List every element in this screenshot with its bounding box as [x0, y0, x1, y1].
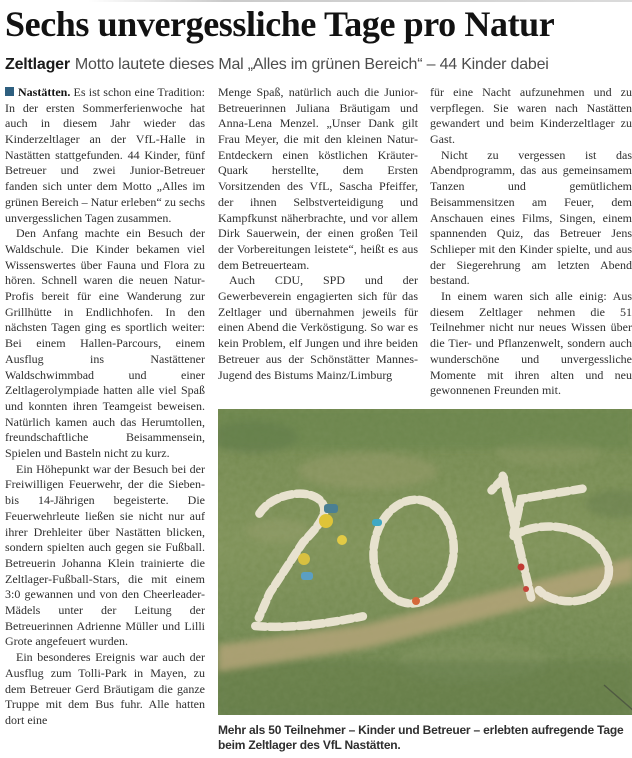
paragraph-lead	[5, 85, 205, 226]
lead-location: Nastätten.	[18, 84, 71, 99]
article-photo-aerial-2015	[218, 409, 632, 715]
location-marker-icon	[5, 87, 14, 96]
right-zone	[218, 85, 632, 753]
photo-caption: Mehr als 50 Teilnehmer – Kinder und Betreuer – erlebten aufregende Tage beim Zeltlager des VfL Nastätten.	[218, 722, 624, 752]
subhead	[5, 56, 632, 74]
paragraph: Menge Spaß, natürlich auch die Junior-Betreuerinnen Juliana Bräutigam und Anna-Lena Menzel. „Unser Dank gilt Frau Meyer, die mit den kleinen Natur-Entdeckern einen köstlichen Kräuter-Quark herstellte, dem Ersten Vorsitzenden des VfL, Sascha Pfeiffer, der ihnen Selbstverteidigung und Kampfkunst näherbrachte, und vor allem Dirk Sauerwein, der einen großen Teil der Vorbereitungen leistete“, heißt es aus dem Betreuerteam.	[218, 84, 418, 272]
text-column-2	[218, 85, 418, 407]
text-columns-2-3	[218, 85, 632, 407]
paragraph: Ein Höhepunkt war der Besuch bei der Freiwilligen Feuerwehr, der die Sieben- bis 14-Jährigen begeisterte. Die Feuerwehrleute ließen sie nicht nur auf ihrer Drehleiter über Nastätten blicken, sondern spielten auch gegen sie Fußball. Betreuerin Johanna Klein trainierte die Zeltlager-Fußball-Stars, die mit einem 3:0 gewannen und von den Cheerleader-Mädels unter der Leitung der Betreuerinnen Adrienne Müller und Lilli Grote angefeuert wurden.	[5, 461, 205, 649]
text-column-3	[430, 85, 632, 407]
photo-illustration	[218, 409, 632, 715]
scan-edge-artifact	[88, 0, 632, 2]
paragraph: Nicht zu vergessen ist das Abendprogramm, das aus gemeinsamem Tanzen und gemütlichem Beisammensitzen am Feuer, dem Anschauen eines Films, Singen, einem spannenden Quiz, das Betreuer Jens Schlieper mit den Kinder spielte, und aus der Siegerehrung am letzten Abend bestand.	[430, 147, 632, 288]
paragraph: In einem waren sich alle einig: Aus diesem Zeltlager nehmen die 51 Teilnehmer nicht nur neues Wissen über die Tier- und Pflanzenwelt, sondern auch wunderschöne und unvergessliche Momente mit ihren alten und neu gewonnenen Freunden mit.	[430, 289, 632, 398]
paragraph: für eine Nacht aufzunehmen und zu verpflegen. Sie waren nach Nastätten gewandert und beim Kinderzeltlager zu Gast.	[430, 84, 632, 146]
paragraph: Den Anfang machte ein Besuch der Waldschule. Die Kinder bekamen viel Wissenswertes über Fauna und Flora zu hören. Schnell waren die neuen Natur-Profis bereit für eine Wanderung zur Grillhütte in Endlichhofen. In den nächsten Tagen ging es sportlich weiter: Bei einem Hallen-Parcours, einem Ausflug ins Nastättener Waldschwimmbad und einer Zeltlagerolympiade hatten alle viel Spaß und konnten ihren Teamgeist beweisen. Natürlich kamen auch das Herumtollen, freundschaftliche Beisammensein, Spielen und Basteln nicht zu kurz.	[5, 226, 205, 461]
lead-text: Es ist schon eine Tradition: In der ersten Sommerferienwoche hat auch in diesem Jahr wieder das Kinderzeltlager an der VfL-Halle in Nastätten stattgefunden. 44 Kinder, fünf Betreuer und zwei Junior-Betreuer fanden sich unter dem Motto „Alles im grünen Bereich – Natur erleben“ zu sechs unvergesslichen Tagen zusammen.	[5, 84, 205, 225]
paragraph: Auch CDU, SPD und der Gewerbeverein engagierten sich für das Zeltlager und übernahmen jeweils für einen Abend die Verköstigung. So war es kein Problem, elf Jungen und ihre beiden Betreuer aus der Schönstätter Mannes-Jugend des Bistums Mainz/Limburg	[218, 273, 418, 382]
subhead-text: Motto lautete dieses Mal „Alles im grünen Bereich“ – 44 Kinder dabei	[74, 55, 549, 73]
text-column-1	[5, 85, 205, 753]
article-body	[5, 85, 632, 753]
kicker: Zeltlager	[5, 55, 70, 73]
paragraph: Ein besonderes Ereignis war auch der Ausflug zum Tolli-Park in Mayen, zu dem Betreuer Gerd Bräutigam die ganze Truppe mit dem Bus fuhr. Alle hatten dort eine	[5, 650, 205, 727]
headline: Sechs unvergessliche Tage pro Natur	[5, 4, 555, 44]
